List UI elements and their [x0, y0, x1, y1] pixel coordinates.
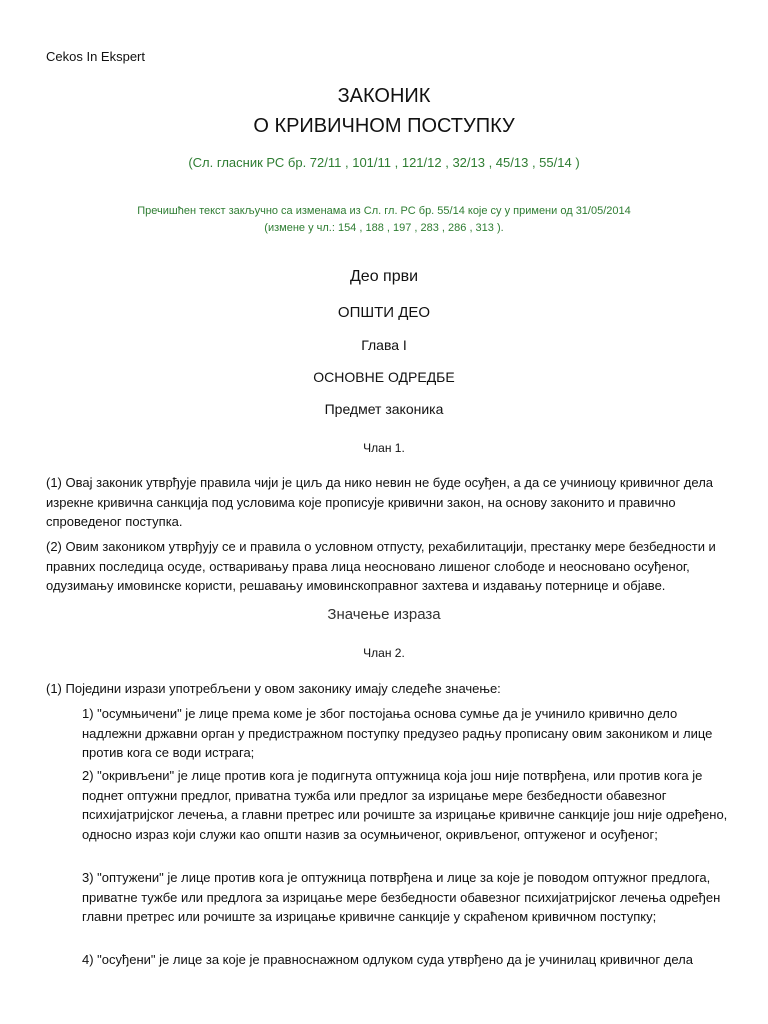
- article-1-label: Члан 1.: [363, 441, 405, 455]
- definition-item: 3) "оптужени" је лице против кога је оптужница потврђена и лице за које је поводом оптужног предлога, приватне тужбе или предлога за изрицање мере безбедности обавезног психијатријског лечења одређен главни претрес или рочиште за изрицање кривичне санкције у скраћеном кривичном поступку;: [82, 870, 721, 924]
- article-2-paragraph-1: (1) Поједини изрази употребљени у овом законику имају следеће значење:: [46, 681, 501, 696]
- article-2-label: Члан 2.: [363, 646, 405, 660]
- chapter-title: ОСНОВНЕ ОДРЕДБЕ: [313, 369, 455, 385]
- consolidated-text-note: Пречишћен текст закључно са изменама из Сл. гл. РС бр. 55/14 које су у примени од 31/05/2014: [137, 205, 631, 217]
- definition-item: 4) "осуђени" је лице за које је правноснажном одлуком суда утврђено да је учинилац кривичног дела: [82, 952, 693, 967]
- article-1-paragraph-1: (1) Овај законик утврђује правила чији је циљ да нико невин не буде осуђен, а да се учиниоцу кривичног дела изрекне кривична санкција под условима које прописује кривични закон, на основу законито и правично спроведеног поступка.: [46, 475, 714, 529]
- law-title-line1: ЗАКОНИК: [337, 85, 431, 107]
- law-title-line2: О КРИВИЧНОМ ПОСТУПКУ: [253, 115, 515, 137]
- definition-item: 2) "окривљени" је лице против кога је подигнута оптужница која још није потврђена, или против кога је поднет оптужни предлог, приватна тужба или предлог за изрицање мере безбедности обавезног психијатријског лечења, а главни претрес или рочиште за изрицање кривичне санкције још није одређено, односно израз који служи као општи назив за осумњиченог, окривљеног, оптуженог и осуђеног;: [82, 768, 728, 842]
- document-source: Cekos In Ekspert: [46, 49, 145, 64]
- official-gazette-reference: (Сл. гласник РС бр. 72/11 , 101/11 , 121/12 , 32/13 , 45/13 , 55/14 ): [188, 155, 580, 170]
- section-heading-subject: Предмет законика: [324, 401, 444, 417]
- part-title: ОПШТИ ДЕО: [337, 304, 431, 321]
- amendments-note: (измене у чл.: 154 , 188 , 197 , 283 , 286 , 313 ).: [264, 222, 504, 234]
- article-1-paragraph-2: (2) Овим закоником утврђују се и правила о условном отпусту, рехабилитацији, престанку мере безбедности и правних последица осуде, остваривању права лица неосновано лишеног слободе и неосновано осуђеног, одузимању имовинске користи, решавању имовинскоправног захтева и издавању потернице и објаве.: [46, 539, 716, 593]
- definition-item: 1) "осумњичени" је лице према коме је због постојања основа сумње да је учинило кривично дело надлежни државни орган у предистражном поступку предузео радњу прописану овим закоником и лице против кога се води истрага;: [82, 706, 713, 760]
- part-name: Део први: [349, 268, 419, 285]
- section-heading-terms: Значење израза: [327, 606, 441, 623]
- chapter-name: Глава I: [361, 337, 407, 353]
